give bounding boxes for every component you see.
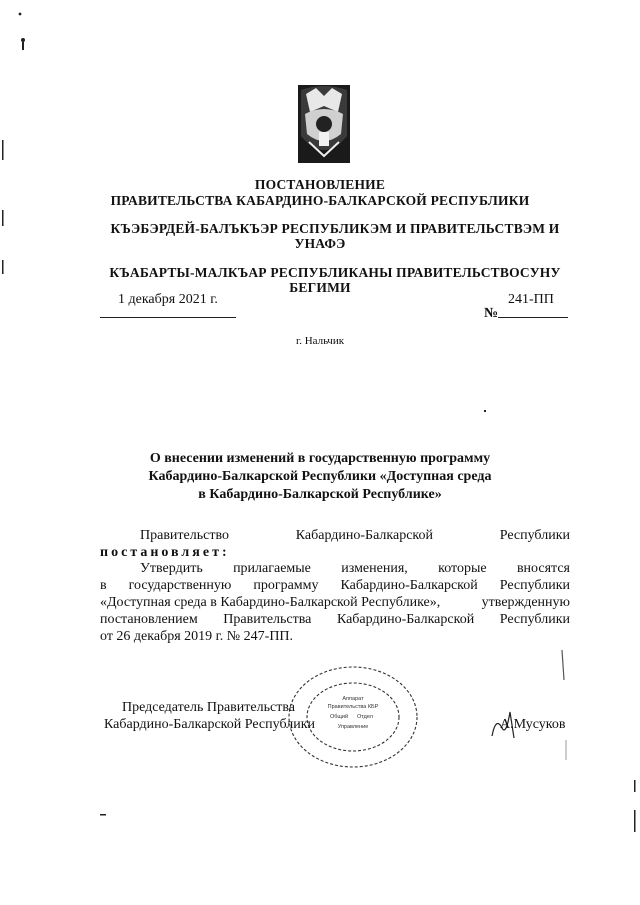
- body-line-7: [100, 628, 570, 645]
- word: программу: [253, 578, 319, 593]
- signer-name: А.Мусуков: [500, 717, 566, 732]
- word: которые: [438, 561, 487, 576]
- issuer-kbd-line1: КЪЭБЭРДЕЙ-БАЛЪКЪЭР РЕСПУБЛИКЭМ И ПРАВИТЕЛЬСТВЭМ И: [110, 221, 560, 236]
- issuer-krc-line1: КЪАБАРТЫ-МАЛКЪАР РЕСПУБЛИКАНЫ ПРАВИТЕЛЬСТВОСУНУ: [109, 265, 561, 280]
- document-date: 1 декабря 2021 г.: [118, 292, 218, 307]
- body-line-5: [100, 594, 570, 611]
- date-underline: [100, 317, 236, 318]
- word: Республики: [499, 528, 570, 543]
- city: г. Нальчик: [295, 335, 345, 347]
- word: Кабардино-Балкарской: [295, 528, 433, 543]
- body-line-1: [140, 527, 570, 544]
- issuer-krc-line2: БЕГИМИ: [289, 280, 351, 295]
- resolves-word: постановляет:: [100, 545, 230, 560]
- word: вносятся: [516, 561, 570, 576]
- body-line-4: [100, 577, 570, 594]
- word: Правительство: [140, 528, 229, 543]
- word: в: [100, 578, 107, 593]
- word: Республики: [499, 612, 570, 627]
- signer-position-line1: Председатель Правительства: [122, 700, 295, 715]
- number-sign: №: [484, 306, 499, 321]
- document-number: 241-ПП: [508, 292, 554, 307]
- coat-of-arms-icon: [297, 84, 351, 164]
- subject-title-line1: О внесении изменений в государственную программу: [149, 451, 491, 466]
- word: прилагаемые: [233, 561, 311, 576]
- subject-title-line2: Кабардино-Балкарской Республики «Доступная среда: [148, 469, 492, 484]
- body-line-2: [100, 544, 570, 561]
- word: Кабардино-Балкарской: [336, 612, 475, 627]
- issuer-kbd-line2: УНАФЭ: [294, 236, 346, 251]
- subject-title-line3: в Кабардино-Балкарской Республике»: [198, 487, 442, 502]
- seal-text-2: Правительства КБР: [327, 704, 379, 710]
- word: Утвердить: [140, 561, 203, 576]
- word: Кабардино-Балкарской: [340, 578, 478, 593]
- seal-text-1: Аппарат: [342, 696, 364, 702]
- word: «Доступная среда в Кабардино-Балкарской Республике»,: [100, 595, 441, 610]
- word: постановлением: [100, 612, 198, 627]
- seal-text-4: Общий: [329, 714, 349, 720]
- number-underline: [498, 317, 568, 318]
- body-line-3: [140, 560, 570, 577]
- body-line-6: [100, 611, 570, 628]
- seal-text-5: Управление: [337, 724, 369, 730]
- word: от 26 декабря 2019 г. № 247-ПП.: [100, 629, 294, 644]
- doc-type-title: ПОСТАНОВЛЕНИЕ: [254, 177, 386, 192]
- issuer-ru: ПРАВИТЕЛЬСТВА КАБАРДИНО-БАЛКАРСКОЙ РЕСПУБЛИКИ: [110, 193, 530, 208]
- word: государственную: [128, 578, 232, 593]
- word: Республики: [499, 578, 570, 593]
- word: Правительства: [223, 612, 312, 627]
- signer-position-line2: Кабардино-Балкарской Республики: [104, 717, 315, 732]
- word: утвержденную: [481, 595, 570, 610]
- seal-text-3: Отдел: [357, 714, 373, 720]
- word: изменения,: [341, 561, 408, 576]
